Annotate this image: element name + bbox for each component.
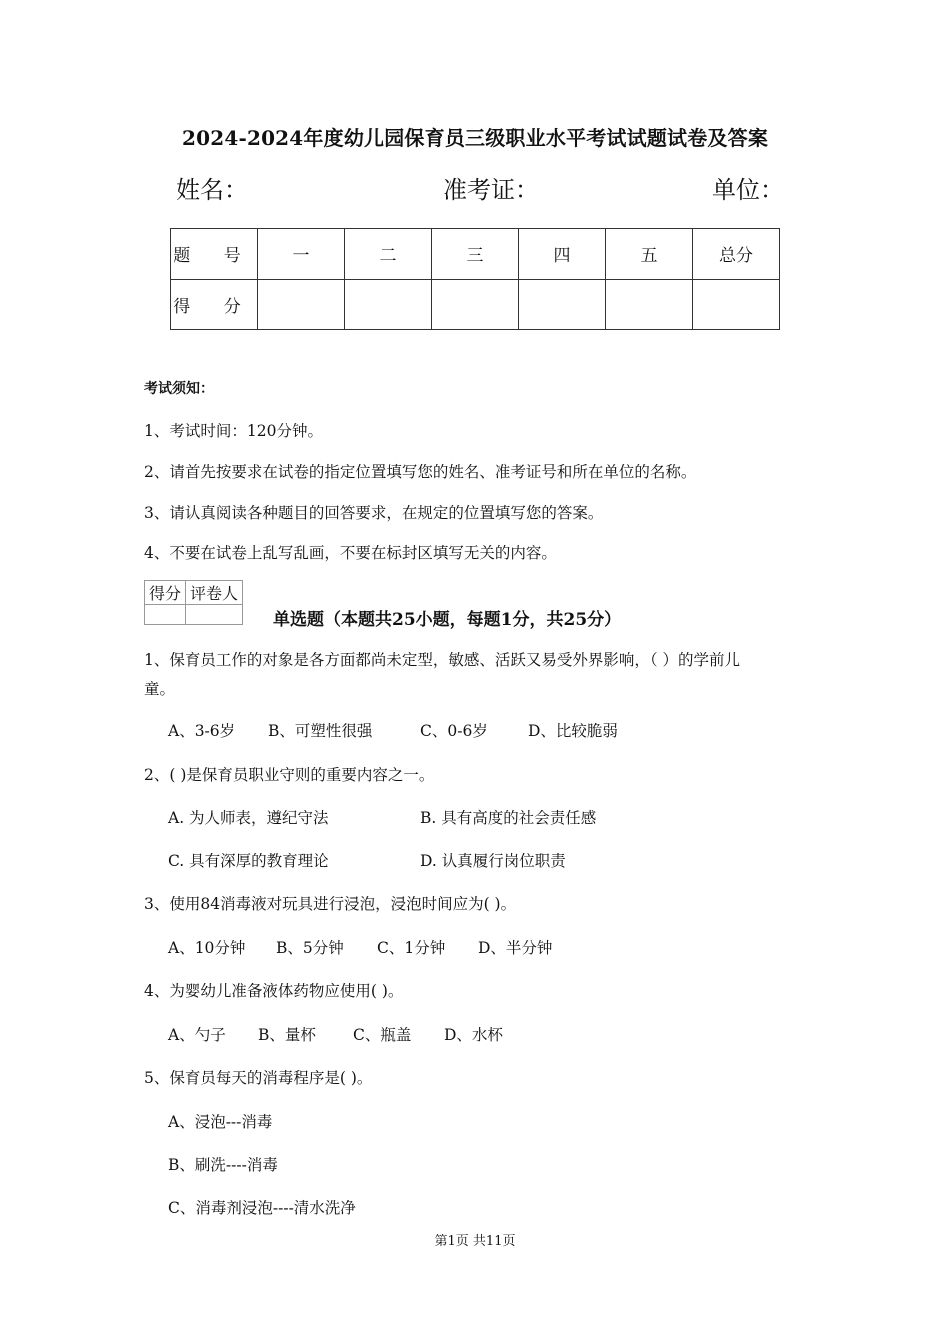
option: C、1分钟 xyxy=(377,939,446,957)
score-cell xyxy=(258,279,345,330)
page-footer: 第1页 共11页 xyxy=(434,1234,516,1249)
question-stem: 2、( )是保育员职业守则的重要内容之一。 xyxy=(144,766,435,784)
option: C、瓶盖 xyxy=(353,1026,412,1044)
score-cell xyxy=(432,279,519,330)
question-stem-continued: 童。 xyxy=(144,680,176,698)
option: B、刷洗----消毒 xyxy=(168,1156,278,1174)
score-table xyxy=(170,228,780,330)
option: B、量杯 xyxy=(258,1026,316,1044)
option: B、可塑性很强 xyxy=(268,722,373,740)
score-table-header-cell: 一 xyxy=(258,229,345,280)
option: D、半分钟 xyxy=(478,939,553,957)
option: B、5分钟 xyxy=(276,939,344,957)
grader-reviewer-label: 评卷人 xyxy=(186,581,243,605)
grader-score-label: 得分 xyxy=(145,581,186,605)
score-cell xyxy=(606,279,693,330)
grader-score-cell xyxy=(145,605,186,625)
score-table-header-cell: 总分 xyxy=(693,229,780,280)
option: A. 为人师表，遵纪守法 xyxy=(168,809,329,827)
option: D. 认真履行岗位职责 xyxy=(420,852,566,870)
option: B. 具有高度的社会责任感 xyxy=(420,809,597,827)
notice-item: 3、请认真阅读各种题目的回答要求，在规定的位置填写您的答案。 xyxy=(144,504,604,522)
question-stem: 5、保育员每天的消毒程序是( )。 xyxy=(144,1069,373,1087)
option: C、消毒剂浸泡----清水洗净 xyxy=(168,1199,356,1217)
grader-reviewer-cell xyxy=(186,605,243,625)
notice-heading: 考试须知： xyxy=(144,381,214,397)
section-title: 单选题（本题共25小题，每题1分，共25分） xyxy=(273,610,622,630)
question-stem: 3、使用84消毒液对玩具进行浸泡，浸泡时间应为( )。 xyxy=(144,895,517,913)
notice-item: 1、考试时间：120分钟。 xyxy=(144,422,323,440)
score-table-header-cell: 四 xyxy=(519,229,606,280)
option: A、勺子 xyxy=(168,1026,226,1044)
unit-field-label: 单位： xyxy=(712,176,784,204)
score-cell xyxy=(345,279,432,330)
grader-box xyxy=(144,580,243,625)
question-stem: 1、保育员工作的对象是各方面都尚未定型，敏感、活跃又易受外界影响，（ ）的学前儿 xyxy=(144,651,741,669)
option: D、比较脆弱 xyxy=(528,722,618,740)
option: C. 具有深厚的教育理论 xyxy=(168,852,329,870)
exam-id-field-label: 准考证： xyxy=(443,176,539,204)
option: A、浸泡---消毒 xyxy=(168,1113,273,1131)
score-table-header-cell: 题 号 xyxy=(171,229,258,280)
option: A、3-6岁 xyxy=(168,722,236,740)
score-cell xyxy=(693,279,780,330)
option: C、0-6岁 xyxy=(420,722,488,740)
score-table-header-cell: 二 xyxy=(345,229,432,280)
notice-item: 2、请首先按要求在试卷的指定位置填写您的姓名、准考证号和所在单位的名称。 xyxy=(144,463,697,481)
score-cell xyxy=(519,279,606,330)
document-title: 2024-2024年度幼儿园保育员三级职业水平考试试题试卷及答案 xyxy=(181,126,769,150)
score-table-score-row xyxy=(171,279,780,330)
name-field-label: 姓名： xyxy=(176,176,248,204)
score-table-header-cell: 五 xyxy=(606,229,693,280)
score-row-label: 得 分 xyxy=(171,279,258,330)
score-table-header-cell: 三 xyxy=(432,229,519,280)
option: A、10分钟 xyxy=(168,939,246,957)
score-table-header-row xyxy=(171,229,780,280)
notice-item: 4、不要在试卷上乱写乱画，不要在标封区填写无关的内容。 xyxy=(144,544,557,562)
option: D、水杯 xyxy=(444,1026,503,1044)
question-stem: 4、为婴幼儿准备液体药物应使用( )。 xyxy=(144,982,404,1000)
